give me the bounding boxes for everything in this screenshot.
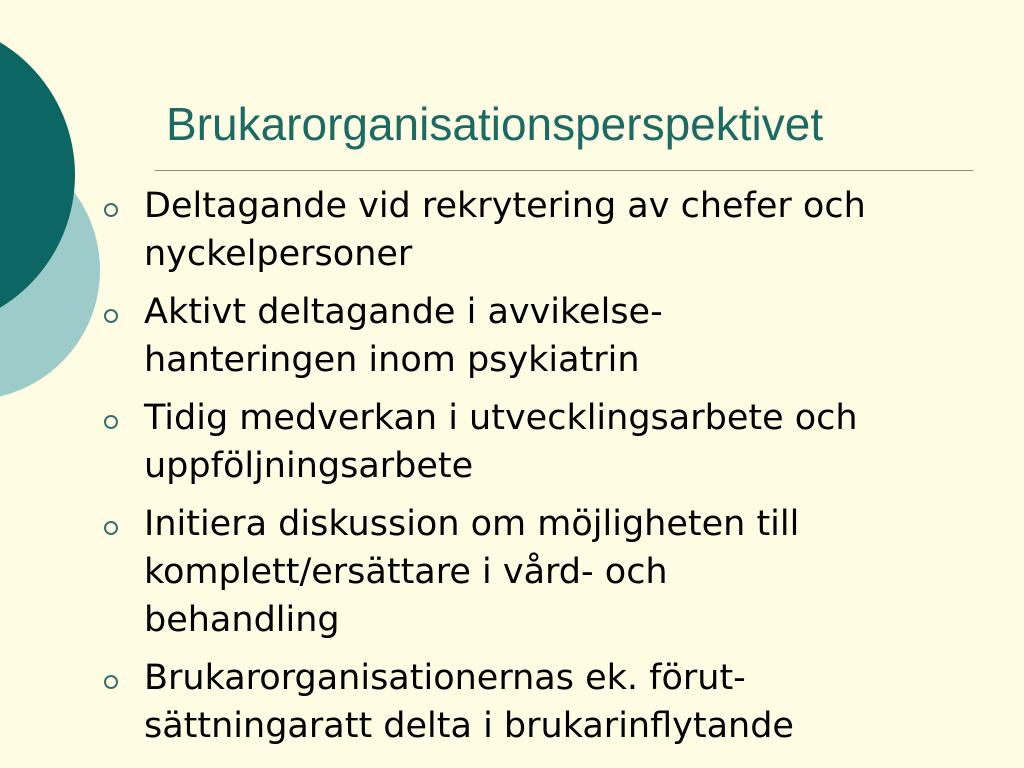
- slide-title: Brukarorganisationsperspektivet: [166, 98, 824, 150]
- hollow-circle-icon: [104, 521, 118, 535]
- bullet-line: uppföljningsarbete: [144, 446, 474, 486]
- title-divider: [155, 170, 973, 171]
- hollow-circle-icon: [104, 203, 118, 217]
- bullet-line: Aktivt deltagande i avvikelse-: [144, 292, 663, 332]
- bullet-text: [144, 500, 1010, 644]
- bullet-line: sättningaratt delta i brukarinflytande: [144, 706, 794, 746]
- bullet-text: [144, 394, 1010, 490]
- bullet-line: hanteringen inom psykiatrin: [144, 340, 640, 380]
- bullet-line: Initiera diskussion om möjligheten till: [144, 504, 800, 544]
- list-item: [100, 394, 1010, 490]
- bullet-text: [144, 288, 1010, 384]
- list-item: [100, 654, 1010, 750]
- bullet-line: Tidig medverkan i utvecklingsarbete och: [144, 398, 858, 438]
- bullet-line: komplett/ersättare i vård- och: [144, 552, 668, 592]
- list-item: [100, 182, 1010, 278]
- bullet-line: behandling: [144, 600, 340, 640]
- bullet-line: Brukarorganisationernas ek. förut-: [144, 658, 746, 698]
- bullet-list: [100, 182, 1010, 760]
- hollow-circle-icon: [104, 415, 118, 429]
- bullet-line: Deltagande vid rekrytering av chefer och: [144, 186, 866, 226]
- hollow-circle-icon: [104, 675, 118, 689]
- bullet-text: [144, 182, 1010, 278]
- bullet-text: [144, 654, 1010, 750]
- bullet-line: nyckelpersoner: [144, 234, 413, 274]
- hollow-circle-icon: [104, 309, 118, 323]
- list-item: [100, 500, 1010, 644]
- list-item: [100, 288, 1010, 384]
